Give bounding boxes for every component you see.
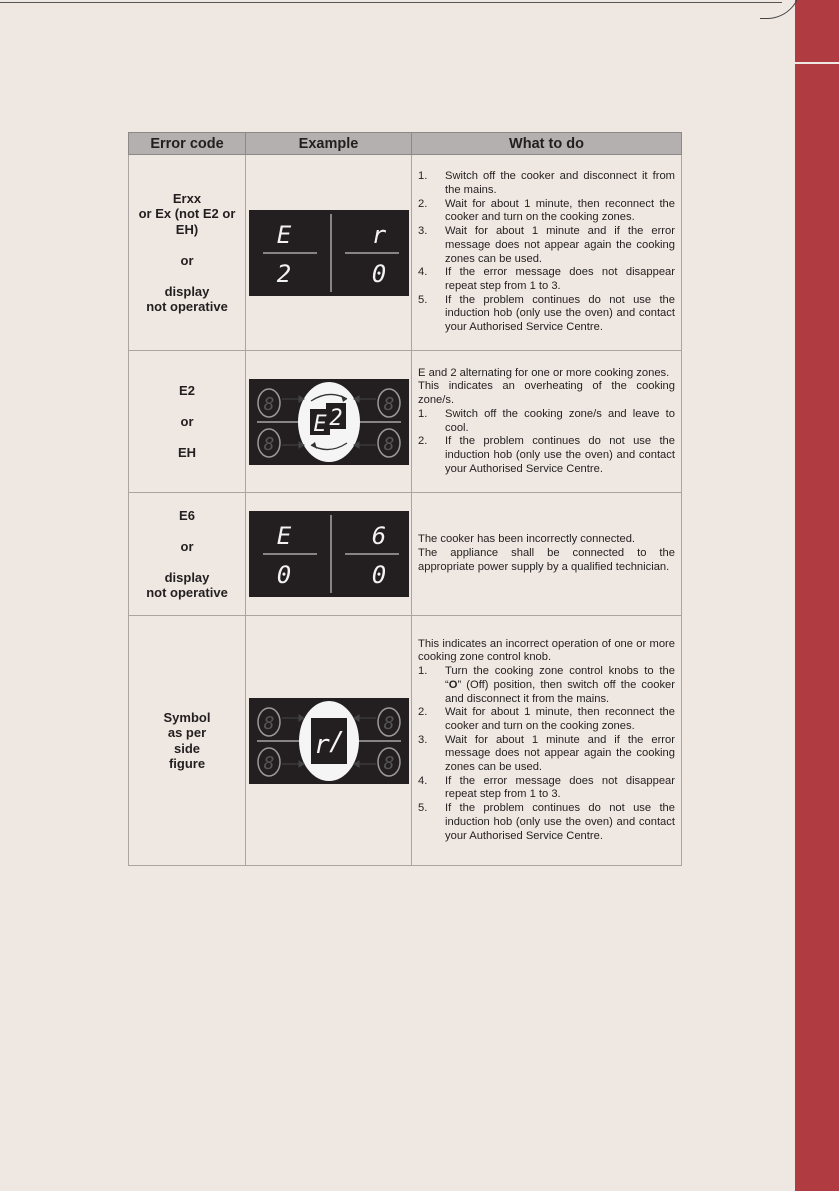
list-item: 4. If the error message does not disappear repeat step from 1 to 3.	[418, 774, 675, 801]
error-code-cell	[129, 493, 246, 616]
digit-top-left: E	[276, 220, 291, 249]
off-symbol: O	[448, 678, 458, 691]
list-item: 4. If the error message does not disappear repeat step from 1 to 3.	[418, 266, 675, 292]
code-line: E2	[179, 382, 195, 398]
corner-digit: 8	[263, 752, 274, 774]
chapter-tab	[795, 0, 839, 1191]
step-list	[418, 170, 675, 334]
list-item: 5. If the problem continues do not use the induction hob (only use the oven) and contact your Authorised Service Centre.	[418, 802, 675, 842]
header-error-code: Error code	[129, 133, 246, 155]
code-line: or Ex (not E2 or	[138, 206, 236, 221]
example-cell	[246, 616, 412, 866]
code-line: or	[180, 413, 194, 429]
hob-display-knob-symbol	[249, 698, 409, 784]
intro-text: The appliance shall be connected to the appropriate power supply by a qualified technician.	[418, 547, 675, 573]
table-row	[129, 155, 682, 351]
what-to-do-cell	[412, 155, 682, 351]
chapter-tab-divider	[795, 62, 839, 64]
digit-bottom-left: 2	[276, 259, 291, 288]
page-top-rule	[0, 2, 782, 3]
code-line: EH	[177, 444, 197, 460]
code-line: Symbol	[163, 709, 211, 725]
table-row	[129, 493, 682, 616]
table-row	[129, 351, 682, 493]
digit-bottom-right: 0	[371, 259, 386, 288]
list-item: 5. If the problem continues do not use the induction hob (only use the oven) and contact your Authorised Service Centre.	[418, 293, 675, 334]
digit-2: 2	[328, 405, 343, 431]
corner-digit: 8	[383, 752, 394, 774]
intro-text: This indicates an incorrect operation of one or more cooking zone control knob.	[418, 637, 675, 664]
corner-digit: 8	[263, 712, 274, 734]
step-list	[418, 665, 675, 843]
error-code-table	[128, 132, 682, 866]
digit-r: r	[313, 729, 330, 760]
code-line: or	[180, 252, 194, 268]
list-item: 3. Wait for about 1 minute and if the error message does not appear again the cooking zones can be used.	[418, 733, 675, 774]
digit-top-right: r	[371, 220, 386, 249]
step-list	[418, 408, 675, 477]
example-cell	[246, 155, 412, 351]
digit-top-left: E	[276, 522, 291, 550]
hob-display-e2	[249, 379, 409, 465]
code-line: Erxx	[172, 190, 202, 206]
list-item: 2. Wait for about 1 minute, then reconnect the cooker and turn on the cooking zones.	[418, 197, 675, 224]
example-cell	[246, 493, 412, 616]
intro-text: This indicates an overheating of the cooking zone/s.	[418, 380, 675, 407]
hob-display-e6	[249, 511, 409, 597]
code-line: figure	[168, 756, 206, 771]
example-cell	[246, 351, 412, 493]
corner-digit: 8	[263, 393, 274, 415]
list-item: 2. If the problem continues do not use the induction hob (only use the oven) and contact your Authorised Service Centre.	[418, 435, 675, 475]
code-line: EH)	[175, 221, 199, 237]
intro-text: E and 2 alternating for one or more cooking zones.	[418, 366, 670, 379]
what-to-do-cell	[412, 616, 682, 866]
hob-display-erxx	[249, 210, 409, 296]
code-line: E6	[179, 507, 195, 523]
code-line: display	[164, 283, 210, 299]
code-line: or	[180, 538, 194, 554]
what-to-do-cell	[412, 493, 682, 616]
code-line: not operative	[146, 299, 228, 314]
digit-slash: /	[328, 726, 345, 757]
error-code-cell	[129, 351, 246, 493]
list-item: 1. Turn the cooking zone control knobs to the “O” (Off) position, then switch off the cooker and disconnect it from the mains.	[418, 665, 675, 705]
digit-bottom-left: 0	[276, 561, 291, 589]
list-item: 1. Switch off the cooking zone/s and leave to cool.	[418, 407, 675, 434]
error-code-cell	[129, 155, 246, 351]
what-to-do-cell	[412, 351, 682, 493]
code-line: not operative	[146, 585, 228, 600]
corner-digit: 8	[263, 433, 274, 455]
list-item: 3. Wait for about 1 minute and if the error message does not appear again the cooking zones can be used.	[418, 225, 675, 265]
corner-digit: 8	[383, 393, 394, 415]
code-line: as per	[167, 725, 207, 740]
list-item: 1. Switch off the cooker and disconnect it from the mains.	[418, 170, 675, 196]
corner-digit: 8	[383, 433, 394, 455]
header-example: Example	[246, 133, 412, 155]
code-line: side	[173, 740, 200, 756]
table-row	[129, 616, 682, 866]
table-header-row	[129, 133, 682, 155]
error-code-cell	[129, 616, 246, 866]
corner-digit: 8	[383, 712, 394, 734]
list-item: 2. Wait for about 1 minute, then reconnect the cooker and turn on the cooking zones.	[418, 706, 675, 732]
digit-bottom-right: 0	[371, 561, 386, 589]
digit-e: E	[312, 411, 327, 437]
header-what-to-do: What to do	[412, 133, 682, 155]
digit-top-right: 6	[371, 522, 386, 550]
code-line: display	[164, 569, 210, 585]
intro-text: The cooker has been incorrectly connected.	[418, 533, 636, 546]
